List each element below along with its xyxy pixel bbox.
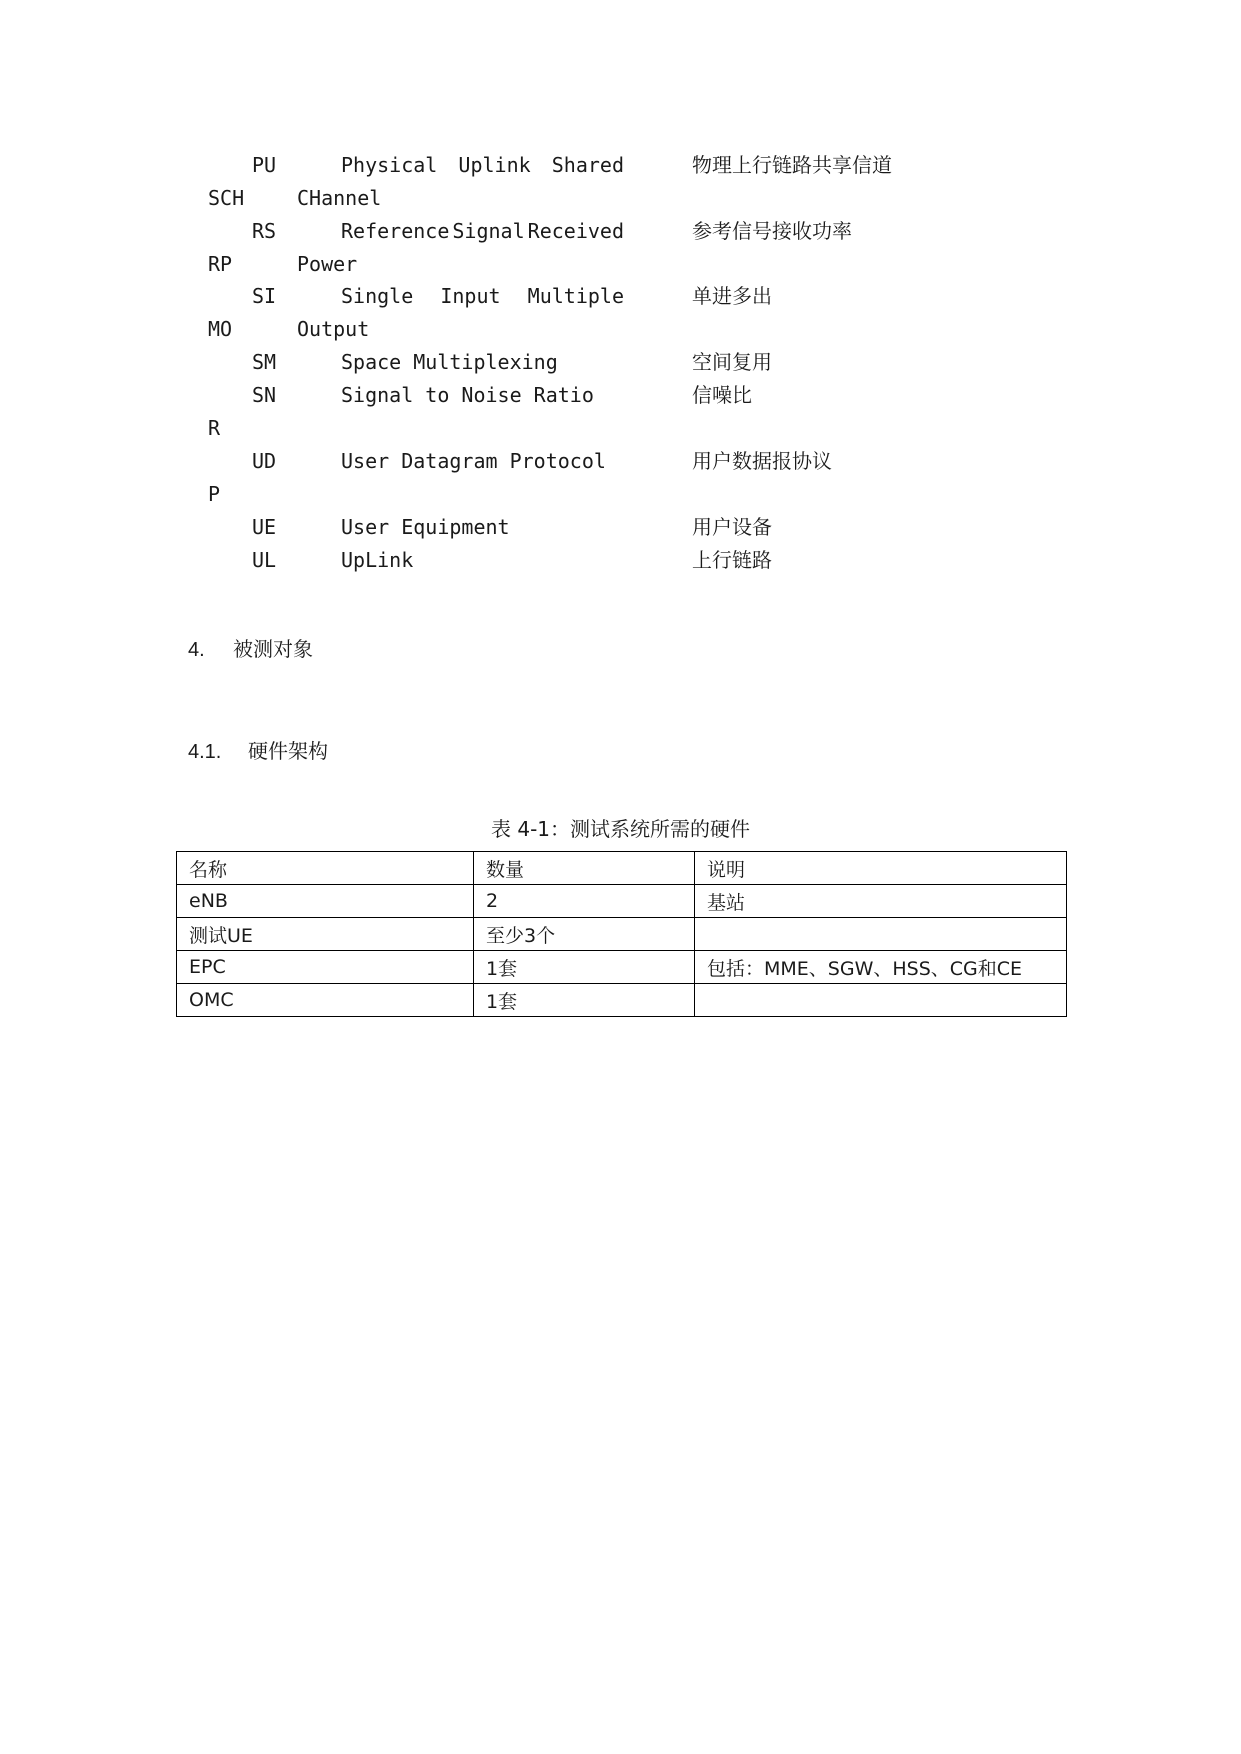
table-cell: 基站 (695, 885, 1067, 918)
glossary-chinese: 单进多出 (692, 284, 772, 308)
glossary-chinese: 参考信号接收功率 (692, 219, 852, 243)
glossary-chinese: 上行链路 (692, 548, 772, 572)
table-cell: 至少3个 (474, 918, 695, 951)
glossary-chinese: 用户设备 (692, 515, 772, 539)
glossary-abbr-cont: P (208, 482, 221, 506)
table-caption: 表 4-1：测试系统所需的硬件 (490, 817, 751, 841)
glossary-chinese: 空间复用 (692, 350, 772, 374)
table-header-cell: 说明 (695, 852, 1067, 885)
glossary-term: Signal to Noise Ratio (341, 383, 594, 407)
glossary-abbr: UE (252, 515, 277, 539)
glossary-abbr-cont: R (208, 416, 221, 440)
glossary-term: Reference Signal Received (341, 219, 624, 243)
subsection-title: 硬件架构 (248, 741, 328, 763)
glossary-abbr: RS (252, 219, 277, 243)
glossary-abbr: PU (252, 153, 277, 177)
glossary-term-cont: CHannel (297, 186, 382, 210)
table-cell (695, 918, 1067, 951)
table-header-cell: 数量 (474, 852, 695, 885)
glossary-abbr-cont: MO (208, 317, 233, 341)
glossary-term: User Datagram Protocol (341, 449, 606, 473)
table-header-row (177, 852, 1067, 885)
glossary-abbr-cont: RP (208, 252, 233, 276)
glossary-abbr-cont: SCH (208, 186, 245, 210)
glossary-chinese: 信噪比 (692, 383, 752, 407)
subsection-heading (188, 739, 328, 765)
table-cell (695, 984, 1067, 1017)
table-cell: 1套 (474, 951, 695, 984)
glossary-term: User Equipment (341, 515, 510, 539)
glossary-term: UpLink (341, 548, 414, 572)
table-row (177, 885, 1067, 918)
table-cell: EPC (177, 951, 474, 984)
glossary-term: Single Input Multiple (341, 284, 624, 308)
section-heading (188, 637, 313, 663)
subsection-number: 4.1. (188, 741, 222, 763)
table-cell: 1套 (474, 984, 695, 1017)
table-cell: 包括：MME、SGW、HSS、CG和CE (695, 951, 1067, 984)
table-cell: 2 (474, 885, 695, 918)
table-row (177, 984, 1067, 1017)
glossary-abbr: SN (252, 383, 277, 407)
glossary-chinese: 物理上行链路共享信道 (692, 153, 892, 177)
glossary-abbr: SM (252, 350, 277, 374)
hardware-table (176, 851, 1067, 1017)
glossary-abbr: SI (252, 284, 277, 308)
glossary-abbr: UD (252, 449, 277, 473)
section-number: 4. (188, 639, 205, 661)
glossary-abbr: UL (252, 548, 277, 572)
table-cell: OMC (177, 984, 474, 1017)
table-cell: eNB (177, 885, 474, 918)
glossary-term: Physical Uplink Shared (341, 153, 624, 177)
glossary-term-cont: Output (297, 317, 370, 341)
table-row (177, 951, 1067, 984)
glossary-term: Space Multiplexing (341, 350, 558, 374)
section-title: 被测对象 (233, 639, 313, 661)
table-cell: 测试UE (177, 918, 474, 951)
table-header-cell: 名称 (177, 852, 474, 885)
glossary-chinese: 用户数据报协议 (692, 449, 832, 473)
table-row (177, 918, 1067, 951)
glossary-term-cont: Power (297, 252, 358, 276)
